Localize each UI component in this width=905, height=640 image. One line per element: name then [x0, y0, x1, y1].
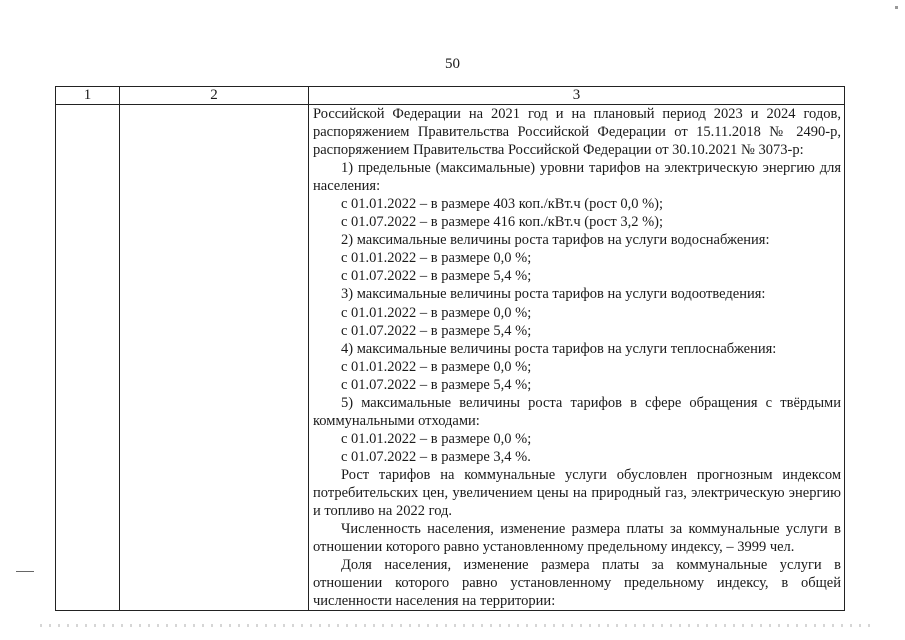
paragraph: с 01.07.2022 – в размере 5,4 %; — [341, 322, 532, 339]
column-header-1: 1 — [56, 87, 120, 105]
paragraph: 1) предельные (максимальные) уровни тарифов на электрическую энергию для населения: — [313, 160, 841, 195]
paragraph: Рост тарифов на коммунальные услуги обусловлен прогнозным индексом потребительских цен, увеличением цены на природный газ, электрическую энергию и топливо на 2022 год. — [313, 466, 841, 520]
margin-mark — [16, 571, 34, 572]
paragraph: с 01.01.2022 – в размере 403 коп./кВт.ч (рост 0,0 %); — [341, 196, 664, 213]
paragraph: с 01.07.2022 – в размере 3,4 %. — [341, 448, 531, 465]
paragraph: 4) максимальные величины роста тарифов на услуги теплоснабжения: — [341, 340, 777, 357]
paragraph: 5) максимальные величины роста тарифов в сфере обращения с твёрдыми коммунальными отходами: — [313, 394, 841, 429]
scan-speck — [895, 6, 898, 9]
page-number: 50 — [445, 56, 460, 72]
paragraph: с 01.07.2022 – в размере 5,4 %; — [341, 376, 532, 393]
table-row — [56, 105, 845, 611]
column-header-2: 2 — [120, 87, 309, 105]
paragraph: Доля населения, изменение размера платы за коммунальные услуги в отношении которого равно установленному предельному индексу, в общей численности населения на территории: — [313, 557, 841, 610]
paragraph: Численность населения, изменение размера платы за коммунальные услуги в отношении которого равно установленному предельному индексу, – 3999 чел. — [313, 521, 841, 556]
paragraph: 2) максимальные величины роста тарифов на услуги водоснабжения: — [341, 232, 770, 249]
table-header-row — [56, 87, 845, 105]
paragraph: Российской Федерации на 2021 год и на плановый период 2023 и 2024 годов, распоряжением Правительства Российской Федерации от 15.11.2018 № 2490-р, распоряжением Правительства Российской Федерации от 30.10.2021 № 3073-р: — [313, 106, 841, 159]
paragraph-list — [313, 105, 841, 610]
paragraph: с 01.07.2022 – в размере 5,4 %; — [341, 268, 532, 285]
paragraph: с 01.01.2022 – в размере 0,0 %; — [341, 358, 532, 375]
scan-footer-noise — [40, 624, 870, 627]
table-cell-col1 — [56, 105, 120, 611]
paragraph: с 01.01.2022 – в размере 0,0 %; — [341, 304, 532, 321]
column-header-3: 3 — [309, 87, 845, 105]
table-cell-col2 — [120, 105, 309, 611]
document-table — [55, 86, 845, 611]
table-cell-col3 — [309, 105, 845, 611]
paragraph: с 01.07.2022 – в размере 416 коп./кВт.ч (рост 3,2 %); — [341, 214, 664, 231]
paragraph: с 01.01.2022 – в размере 0,0 %; — [341, 430, 532, 447]
paragraph: с 01.01.2022 – в размере 0,0 %; — [341, 250, 532, 267]
paragraph: 3) максимальные величины роста тарифов на услуги водоотведения: — [341, 286, 766, 303]
